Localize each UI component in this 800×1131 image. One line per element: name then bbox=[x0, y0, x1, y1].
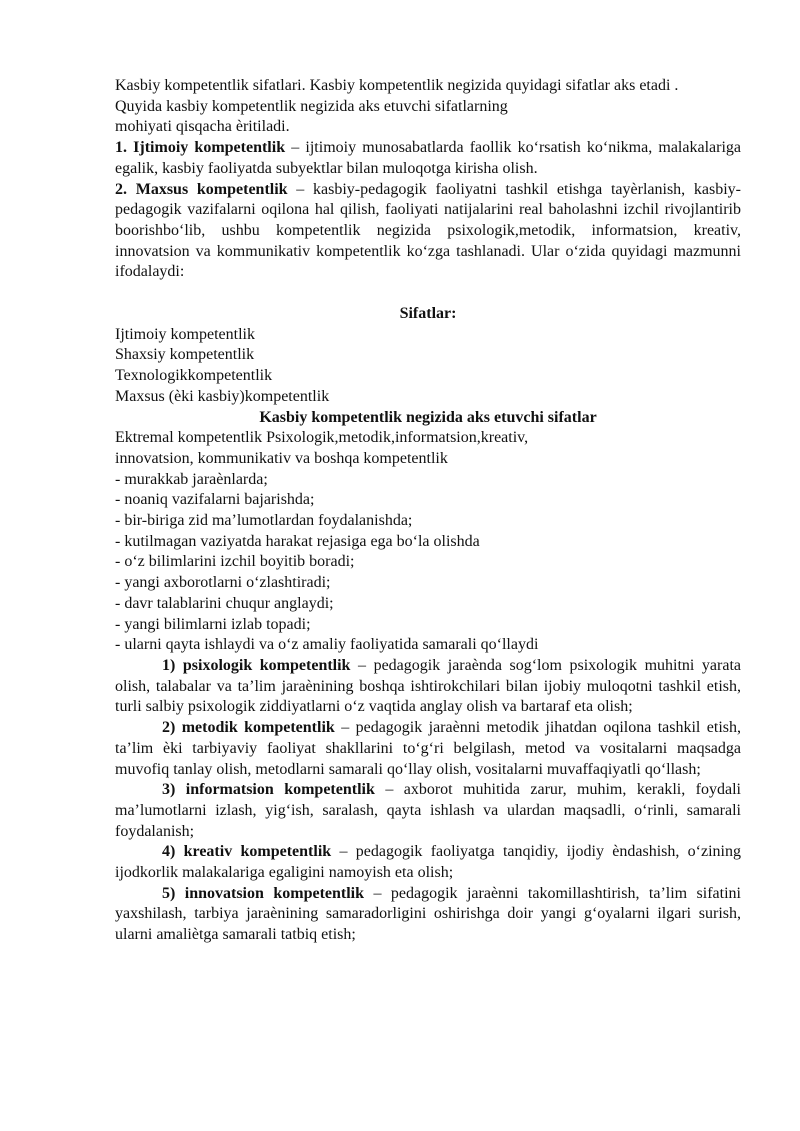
competency-text: – pedagogik jaraènda sog‘lom psixologik muhitni yarata olish, talabalar va ta’lim jaraènining boshqa ishtirokchilari bilan ijobiy muloqotni tashkil etish, turli salbiy psixologik ziddiyatlarni o‘z vaqtida anglay olish va bartaraf eta olish; bbox=[115, 656, 742, 716]
bullet-item: - murakkab jaraènlarda; bbox=[115, 470, 268, 488]
document-page bbox=[115, 76, 741, 946]
bullet-item: - kutilmagan vaziyatda harakat rejasiga ega bo‘la olishda bbox=[115, 532, 480, 550]
list-item: Maxsus (èki kasbiy)kompetentlik bbox=[115, 387, 330, 405]
competency-text: – pedagogik faoliyatga tanqidiy, ijodiy èndashish, o‘zining ijodkorlik malakalariga egaligini namoyish eta olish; bbox=[115, 843, 741, 882]
bullet-item: - noaniq vazifalarni bajarishda; bbox=[115, 491, 315, 509]
intro-paragraph: Kasbiy kompetentlik sifatlari. Kasbiy kompetentlik negizida quyidagi sifatlar aks etadi . bbox=[115, 77, 679, 94]
competency-term: 2) metodik kompetentlik bbox=[162, 719, 335, 737]
intro-line: mohiyati qisqacha èritiladi. bbox=[115, 118, 290, 136]
competency-term: 1) psixologik kompetentlik bbox=[162, 656, 351, 674]
competency-paragraph bbox=[115, 780, 741, 842]
competency-paragraph bbox=[115, 842, 741, 883]
spacer bbox=[115, 283, 741, 304]
competency-text: – axborot muhitida zarur, muhim, kerakli, foydali ma’lumotlarni izlash, yig‘ish, saralash, qayta ishlash va ulardan maqsadli, o‘rinli, samarali foydalanish; bbox=[115, 781, 741, 840]
bullet-item: - yangi bilimlarni izlab topadi; bbox=[115, 615, 311, 633]
section-line: Ektremal kompetentlik Psixologik,metodik,informatsion,kreativ, bbox=[115, 429, 529, 447]
competency-term: 5) innovatsion kompetentlik bbox=[162, 884, 365, 902]
competency-text: – pedagogik jaraènni takomillashtirish, ta’lim sifatini yaxshilash, tarbiya jaraènining samaradorligini oshirishga doir yangi g‘oyalarni ilgari surish, ularni amaliètga samarali tatbiq etish; bbox=[115, 884, 741, 944]
competency-paragraph bbox=[115, 718, 741, 780]
bullet-item: - o‘z bilimlarini izchil boyitib boradi; bbox=[115, 553, 355, 571]
list-item: Texnologikkompetentlik bbox=[115, 367, 273, 385]
definition-paragraph bbox=[115, 180, 741, 284]
bullet-item: - yangi axborotlarni o‘zlashtiradi; bbox=[115, 574, 331, 592]
competency-term: 3) informatsion kompetentlik bbox=[162, 781, 375, 799]
list-item: Ijtimoiy kompetentlik bbox=[115, 325, 255, 343]
bullet-item: - davr talablarini chuqur anglaydi; bbox=[115, 594, 334, 612]
competency-term: 4) kreativ kompetentlik bbox=[162, 843, 332, 861]
definition-text: – kasbiy-pedagogik faoliyatni tashkil etishga tayèrlanish, kasbiy-pedagogik vazifalarni oqilona hal qilish, faoliyati natijalarini real baholashni izchil rivojlantirib boorishbo‘lib, ushbu kompetentlik negizida psixologik,metodik, informatsion, kreativ, innovatsion va kommunikativ kompetentlik ko‘zga tashlanadi. Ular o‘zida quyidagi mazmunni ifodalaydi: bbox=[115, 180, 742, 281]
sifatlar-heading: Sifatlar: bbox=[399, 305, 457, 323]
competency-paragraph bbox=[115, 656, 741, 718]
section-heading: Kasbiy kompetentlik negizida aks etuvchi sifatlar bbox=[259, 408, 597, 426]
section-line: innovatsion, kommunikativ va boshqa kompetentlik bbox=[115, 449, 448, 467]
bullet-item: - ularni qayta ishlaydi va o‘z amaliy faoliyatida samarali qo‘llaydi bbox=[115, 636, 539, 654]
definition-term: 1. Ijtimoiy kompetentlik bbox=[115, 139, 286, 157]
list-item: Shaxsiy kompetentlik bbox=[115, 346, 255, 364]
definition-paragraph bbox=[115, 138, 741, 179]
definition-term: 2. Maxsus kompetentlik bbox=[115, 180, 288, 198]
competency-text: – pedagogik jaraènni metodik jihatdan oqilona tashkil etish, ta’lim èki tarbiyaviy faoliyat shakllarini to‘g‘ri belgilash, metod va vositalarni maqsadga muvofiq tanlay olish, metodlarni samarali qo‘llay olish, vositalarni muvaffaqiyatli qo‘llash; bbox=[115, 719, 741, 778]
competency-paragraph bbox=[115, 884, 741, 946]
definition-text: – ijtimoiy munosabatlarda faollik ko‘rsatish ko‘nikma, malakalariga egalik, kasbiy faoliyatda subyektlar bilan muloqotga kirisha olish. bbox=[115, 139, 741, 177]
intro-line: Quyida kasbiy kompetentlik negizida aks etuvchi sifatlarning bbox=[115, 97, 508, 115]
bullet-item: - bir-biriga zid ma’lumotlardan foydalanishda; bbox=[115, 512, 413, 530]
